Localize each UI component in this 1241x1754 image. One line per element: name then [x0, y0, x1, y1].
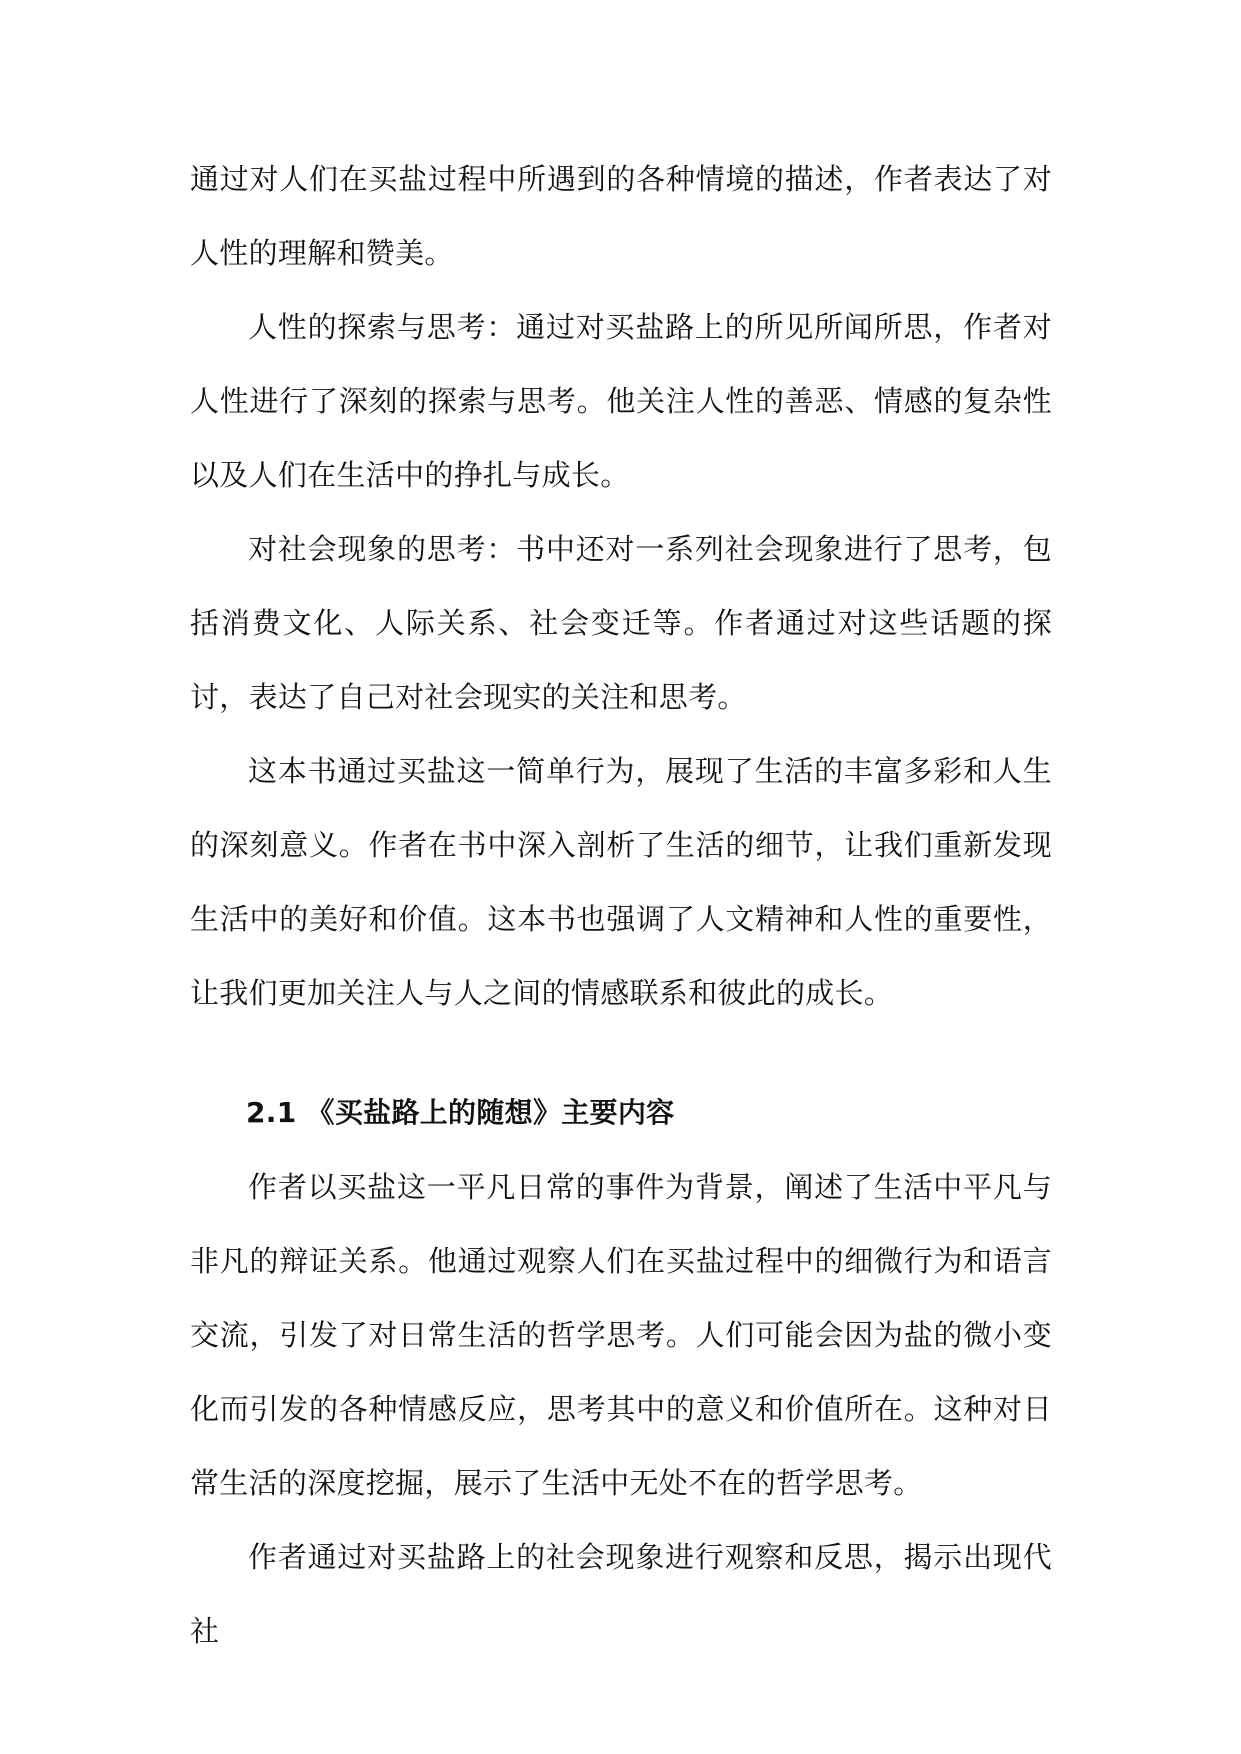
document-body [190, 142, 1052, 1668]
paragraph-continuation: 通过对人们在买盐过程中所遇到的各种情境的描述，作者表达了对人性的理解和赞美。 [190, 162, 1052, 270]
paragraph-main-content: 作者以买盐这一平凡日常的事件为背景，阐述了生活中平凡与非凡的辩证关系。他通过观察人们在买盐过程中的细微行为和语言交流，引发了对日常生活的哲学思考。人们可能会因为盐的微小变化而引发的各种情感反应，思考其中的意义和价值所在。这种对日常生活的深度挖掘，展示了生活中无处不在的哲学思考。 [190, 1170, 1052, 1500]
section-heading: 2.1 《买盐路上的随想》主要内容 [246, 1096, 675, 1129]
paragraph-social-phenomena: 对社会现象的思考：书中还对一系列社会现象进行了思考，包括消费文化、人际关系、社会变迁等。作者通过对这些话题的探讨，表达了自己对社会现实的关注和思考。 [190, 532, 1052, 714]
paragraph-social-observation: 作者通过对买盐路上的社会现象进行观察和反思，揭示出现代社 [190, 1540, 1052, 1648]
paragraph-human-nature: 人性的探索与思考：通过对买盐路上的所见所闻所思，作者对人性进行了深刻的探索与思考。他关注人性的善恶、情感的复杂性以及人们在生活中的挣扎与成长。 [190, 310, 1052, 492]
paragraph-book-summary: 这本书通过买盐这一简单行为，展现了生活的丰富多彩和人生的深刻意义。作者在书中深入剖析了生活的细节，让我们重新发现生活中的美好和价值。这本书也强调了人文精神和人性的重要性，让我们更加关注人与人之间的情感联系和彼此的成长。 [190, 754, 1052, 1010]
